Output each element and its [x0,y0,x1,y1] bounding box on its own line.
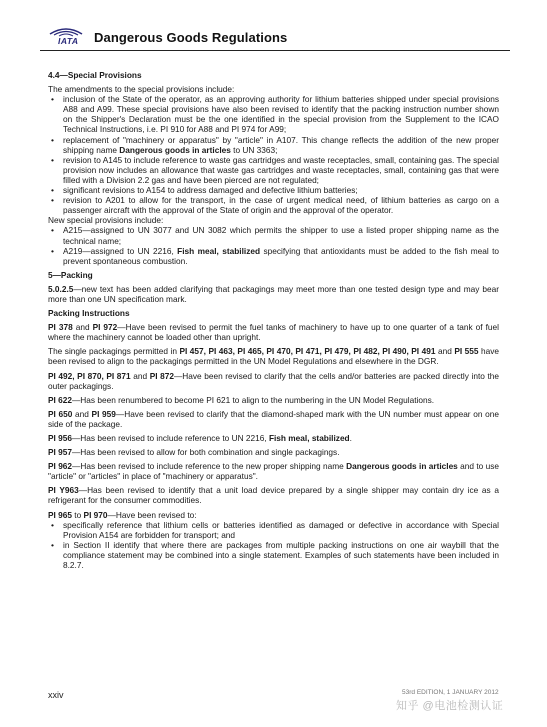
paragraph: PI 962—Has been revised to include reference to the new proper shipping name Dangerous goods in articles and to use "article" or "articles" in place of "machinery or apparatus". [48,461,500,482]
section-heading-special-provisions: 4.4—Special Provisions [48,70,142,80]
page-number: xxiv [48,690,64,700]
list-item: • revision to A145 to include reference to waste gas cartridges and waste receptacles, small, containing gas. The special provision now includes an allowance that waste gas cartridges and waste receptacles, small, containing gas that were filled with a Division 2.2 gas and have been pierced are not regulated; [48,155,499,185]
bullet-list [48,94,499,215]
paragraph: The single packagings permitted in PI 457, PI 463, PI 465, PI 470, PI 471, PI 479, PI 482, PI 490, PI 491 and PI 555 have been revised to align to the packagings permitted in the UN Model Regulations and elsewhere in the DGR. [48,346,499,367]
list-item: • replacement of "machinery or apparatus" by "article" in A107. This change reflects the addition of the new proper shipping name Dangerous goods in articles to UN 3363; [48,135,499,155]
paragraph: PI 956—Has been revised to include reference to UN 2216, Fish meal, stabilized. [48,433,352,443]
iata-logo [48,26,84,48]
list-item: • revision to A201 to allow for the transport, in the case of urgent medical need, of lithium batteries as cargo on a passenger aircraft with the approval of the State of origin and the approval of the operator. [48,195,499,215]
paragraph: PI 492, PI 870, PI 871 and PI 872—Have been revised to clarify that the cells and/or batteries are packed directly into the outer packagings. [48,370,499,391]
paragraph: PI 622—Has been renumbered to become PI 621 to align to the numbering in the UN Model Regulations. [48,394,435,405]
section-heading-packing-instructions: Packing Instructions [48,308,130,319]
paragraph: PI 965 to PI 970—Have been revised to: [48,509,197,520]
paragraph: PI Y963—Has been revised to identify that a unit load device prepared by a single shipper may contain dry ice as a refrigerant for the consumer commodities. [48,485,500,506]
list-item: • specifically reference that lithium cells or batteries identified as damaged or defective in accordance with Special Provision A154 are forbidden for transport; and [48,520,499,540]
paragraph: The amendments to the special provisions include: [48,84,235,95]
paragraph: PI 957—Has been revised to allow for both combination and single packagings. [48,447,340,458]
section-heading-packing: 5—Packing [48,269,93,280]
paragraph: PI 650 and PI 959—Have been revised to clarify that the diamond-shaped mark with the UN number must appear on one side of the package. [48,408,499,429]
page-header [40,28,510,51]
list-item: • in Section II identify that where there are packages from multiple packing instructions on one air waybill that the compliance statement may be combined into a single statement. Examples of such statements have been included in 8.2.7. [48,540,499,570]
list-item: • A215—assigned to UN 3077 and UN 3082 which permits the shipper to use a listed proper shipping name as the technical name; [48,225,499,245]
page-title: Dangerous Goods Regulations [94,30,288,45]
document-body [48,70,499,570]
paragraph: New special provisions include: [48,215,164,226]
bullet-list [48,520,499,570]
paragraph: PI 378 and PI 972—Have been revised to permit the fuel tanks of machinery to have up to one quarter of a tank of fuel where the machinery cannot be loaded other than upright. [48,322,499,343]
list-item: • A219—assigned to UN 2216, Fish meal, stabilized specifying that antioxidants must be added to the fish meal to prevent spontaneous combustion. [48,246,499,266]
bullet-list [48,225,499,265]
logo-text: IATA [58,36,79,46]
list-item: • significant revisions to A154 to address damaged and defective lithium batteries; [48,185,499,195]
paragraph: 5.0.2.5—new text has been added clarifying that packagings may meet more than one tested design type and may bear more than one UN specification mark. [48,283,499,304]
edition-note: 53rd EDITION, 1 JANUARY 2012 [402,689,499,696]
watermark-text: 知乎 @电池检测认证 [396,700,504,712]
list-item: • inclusion of the State of the operator, as an approving authority for lithium batteries shipped under special provisions A88 and A99. These special provisions have also been revised to identify that the packing instruction number shown on the Shipper's Declaration must be the one identified in the special provision from the Supplement to the ICAO Technical Instructions, i.e. PI 910 for A88 and PI 974 for A99; [48,94,499,134]
